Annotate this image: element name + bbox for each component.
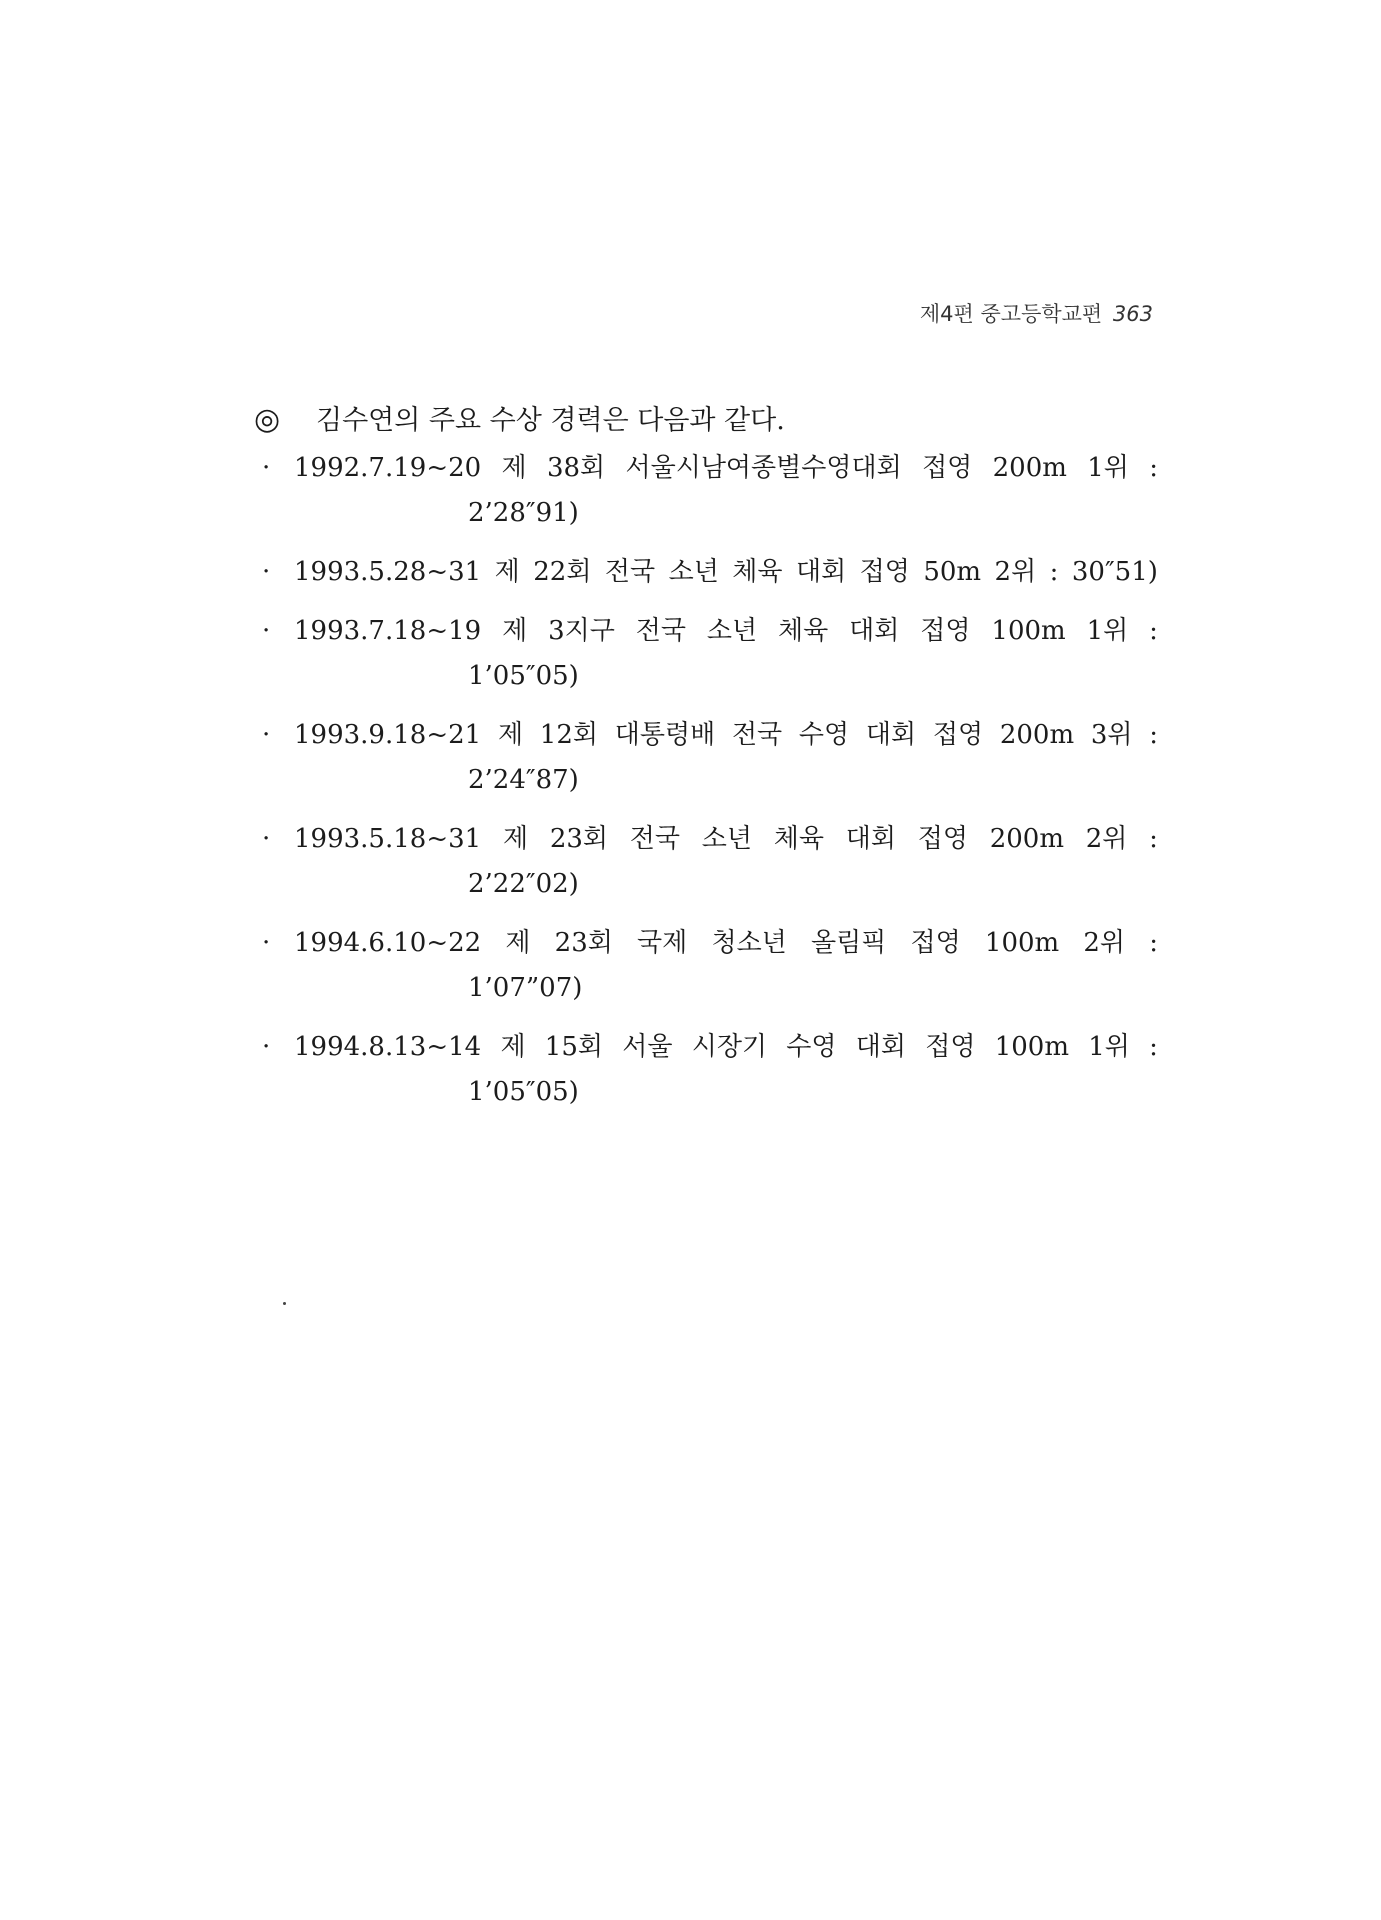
award-token: 시장기 — [691, 1032, 768, 1062]
award-token: 1위 — [1088, 1032, 1130, 1062]
award-date: 1993.5.18~31 — [294, 824, 482, 854]
intro-text: 김수연의 주요 수상 경력은 다음과 같다. — [316, 405, 785, 436]
section-title: 제4편 중고등학교편 — [919, 302, 1103, 326]
award-token: 올림픽 — [810, 928, 887, 958]
award-token: 2위 — [1085, 824, 1128, 854]
bullet-icon: · — [262, 1032, 271, 1062]
award-token: 제 — [502, 824, 529, 854]
award-token: 제 — [502, 616, 528, 646]
award-item — [262, 609, 1158, 699]
award-token: 전국 — [604, 557, 656, 587]
award-token: 대회 — [855, 1032, 906, 1062]
award-token: : — [1149, 616, 1158, 646]
award-token: 3위 — [1090, 720, 1133, 750]
award-date: 1993.5.28~31 — [294, 557, 482, 587]
bullet-icon: · — [262, 453, 271, 483]
bullet-icon: · — [262, 824, 271, 854]
award-date: 1993.7.18~19 — [294, 616, 482, 646]
award-token: 서울시남여종별수영대회 — [625, 453, 902, 483]
award-item — [262, 550, 1158, 595]
award-token: 12회 — [539, 720, 598, 750]
award-item — [262, 446, 1158, 536]
double-circle-icon: ◎ — [254, 402, 281, 437]
award-token: 200m — [989, 824, 1064, 854]
award-date: 1994.6.10~22 — [294, 928, 482, 958]
award-token: 수영 — [786, 1032, 837, 1062]
award-token: : — [1149, 720, 1158, 750]
award-token: 30″51) — [1071, 557, 1158, 587]
award-token: 23회 — [554, 928, 613, 958]
award-token: 대회 — [849, 616, 900, 646]
award-token: 제 — [494, 557, 520, 587]
award-date: 1994.8.13~14 — [294, 1032, 482, 1062]
award-line — [262, 713, 1158, 758]
award-token: 체육 — [732, 557, 783, 587]
award-token: 체육 — [773, 824, 824, 854]
award-token: 대회 — [795, 557, 847, 587]
award-token: 1위 — [1087, 453, 1129, 483]
bullet-icon: · — [262, 928, 271, 958]
award-time: 2’22″02) — [468, 869, 579, 899]
award-token: 국제 — [637, 928, 688, 958]
award-token: 제 — [505, 928, 531, 958]
award-item — [262, 921, 1158, 1011]
award-token: 22회 — [533, 557, 592, 587]
award-token: : — [1149, 453, 1158, 483]
award-token: 전국 — [731, 720, 783, 750]
award-token: 전국 — [635, 616, 687, 646]
award-token: 소년 — [701, 824, 752, 854]
award-list — [262, 446, 1158, 1129]
award-token: : — [1149, 824, 1158, 854]
award-token: 소년 — [668, 557, 719, 587]
award-token: 200m — [999, 720, 1075, 750]
bullet-icon: · — [262, 720, 271, 750]
award-token: 접영 — [859, 557, 910, 587]
award-token: 2위 — [1083, 928, 1126, 958]
award-token: 50m — [923, 557, 982, 587]
award-line — [262, 1025, 1158, 1070]
intro-line — [254, 398, 785, 437]
award-token: 접영 — [910, 928, 961, 958]
award-token: 100m — [991, 616, 1066, 646]
award-token: 15회 — [544, 1032, 603, 1062]
award-token: 100m — [984, 928, 1060, 958]
award-token: : — [1049, 557, 1059, 587]
award-line — [262, 550, 1158, 595]
award-token: 대통령배 — [614, 720, 716, 750]
award-token: 접영 — [925, 1032, 976, 1062]
award-time: 1’07”07) — [468, 973, 583, 1003]
award-time: 1’05″05) — [468, 661, 579, 691]
award-time: 2’24″87) — [468, 765, 579, 795]
award-token: 제 — [500, 1032, 526, 1062]
award-date: 1992.7.19~20 — [294, 453, 482, 483]
award-token: 체육 — [778, 616, 829, 646]
award-token: 접영 — [920, 616, 971, 646]
award-time: 1’05″05) — [468, 1077, 579, 1107]
award-token: 소년 — [706, 616, 758, 646]
award-token: 3지구 — [548, 616, 615, 646]
award-token: 1위 — [1086, 616, 1129, 646]
award-token: : — [1149, 1032, 1158, 1062]
bullet-icon: · — [262, 557, 271, 587]
award-token: 전국 — [629, 824, 681, 854]
award-token: 2위 — [994, 557, 1037, 587]
award-token: 대회 — [865, 720, 917, 750]
award-token: 200m — [992, 453, 1067, 483]
award-token: : — [1149, 928, 1158, 958]
bullet-icon: · — [262, 616, 271, 646]
award-token: 접영 — [917, 824, 968, 854]
award-token: 접영 — [922, 453, 973, 483]
award-line — [262, 817, 1158, 862]
page-number: 363 — [1112, 302, 1153, 326]
award-item — [262, 1025, 1158, 1115]
award-item — [262, 713, 1158, 803]
award-line — [262, 446, 1158, 491]
award-line — [262, 609, 1158, 654]
award-date: 1993.9.18~21 — [294, 720, 482, 750]
award-token: 수영 — [798, 720, 850, 750]
stray-mark — [283, 1302, 286, 1305]
award-token: 서울 — [622, 1032, 673, 1062]
award-token: 23회 — [549, 824, 609, 854]
award-token: 청소년 — [711, 928, 787, 958]
award-item — [262, 817, 1158, 907]
award-token: 38회 — [546, 453, 606, 483]
award-token: 제 — [497, 720, 524, 750]
award-token: 접영 — [932, 720, 984, 750]
award-line — [262, 921, 1158, 966]
award-token: 제 — [501, 453, 527, 483]
award-time: 2’28″91) — [468, 498, 579, 528]
award-token: 대회 — [845, 824, 896, 854]
award-token: 100m — [994, 1032, 1069, 1062]
running-header — [920, 298, 1153, 328]
